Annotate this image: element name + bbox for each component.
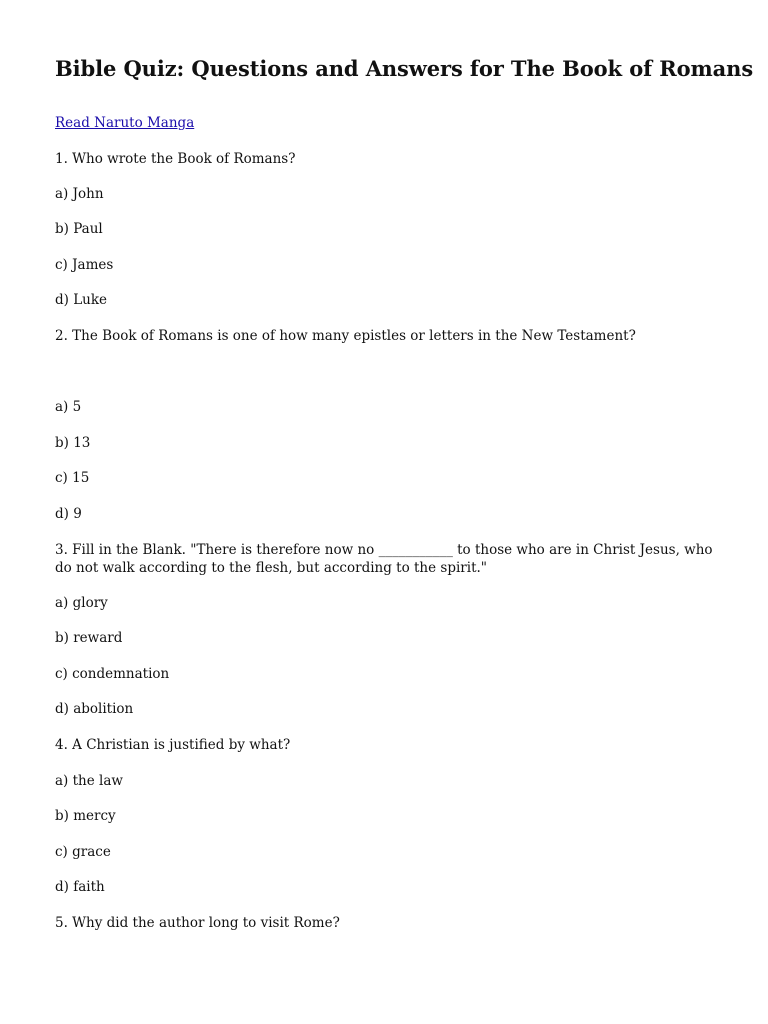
q3-option-a: a) glory	[55, 595, 108, 611]
q1-option-c: c) James	[55, 257, 114, 273]
q2-option-d: d) 9	[55, 506, 82, 522]
question-1: 1. Who wrote the Book of Romans?	[55, 151, 296, 167]
question-5: 5. Why did the author long to visit Rome?	[55, 915, 340, 931]
q2-option-b: b) 13	[55, 435, 91, 451]
q4-option-a: a) the law	[55, 773, 123, 789]
q2-option-a: a) 5	[55, 399, 82, 415]
q2-option-c: c) 15	[55, 470, 90, 486]
question-3: 3. Fill in the Blank. "There is therefore now no ___________ to those who are in Christ Jesus, who do not walk according to the flesh, but according to the spirit."	[55, 542, 713, 576]
page-title: Bible Quiz: Questions and Answers for The Book of Romans	[55, 56, 754, 81]
q4-option-b: b) mercy	[55, 808, 116, 824]
q1-option-a: a) John	[55, 186, 104, 202]
q1-option-d: d) Luke	[55, 292, 108, 308]
question-4: 4. A Christian is justified by what?	[55, 737, 291, 753]
q3-option-b: b) reward	[55, 630, 123, 646]
q1-option-b: b) Paul	[55, 221, 103, 237]
q4-option-c: c) grace	[55, 844, 111, 860]
question-2: 2. The Book of Romans is one of how many epistles or letters in the New Testament?	[55, 328, 636, 344]
q3-option-c: c) condemnation	[55, 666, 170, 682]
read-naruto-manga-link[interactable]: Read Naruto Manga	[55, 115, 195, 131]
q4-option-d: d) faith	[55, 879, 105, 895]
q3-option-d: d) abolition	[55, 701, 134, 717]
